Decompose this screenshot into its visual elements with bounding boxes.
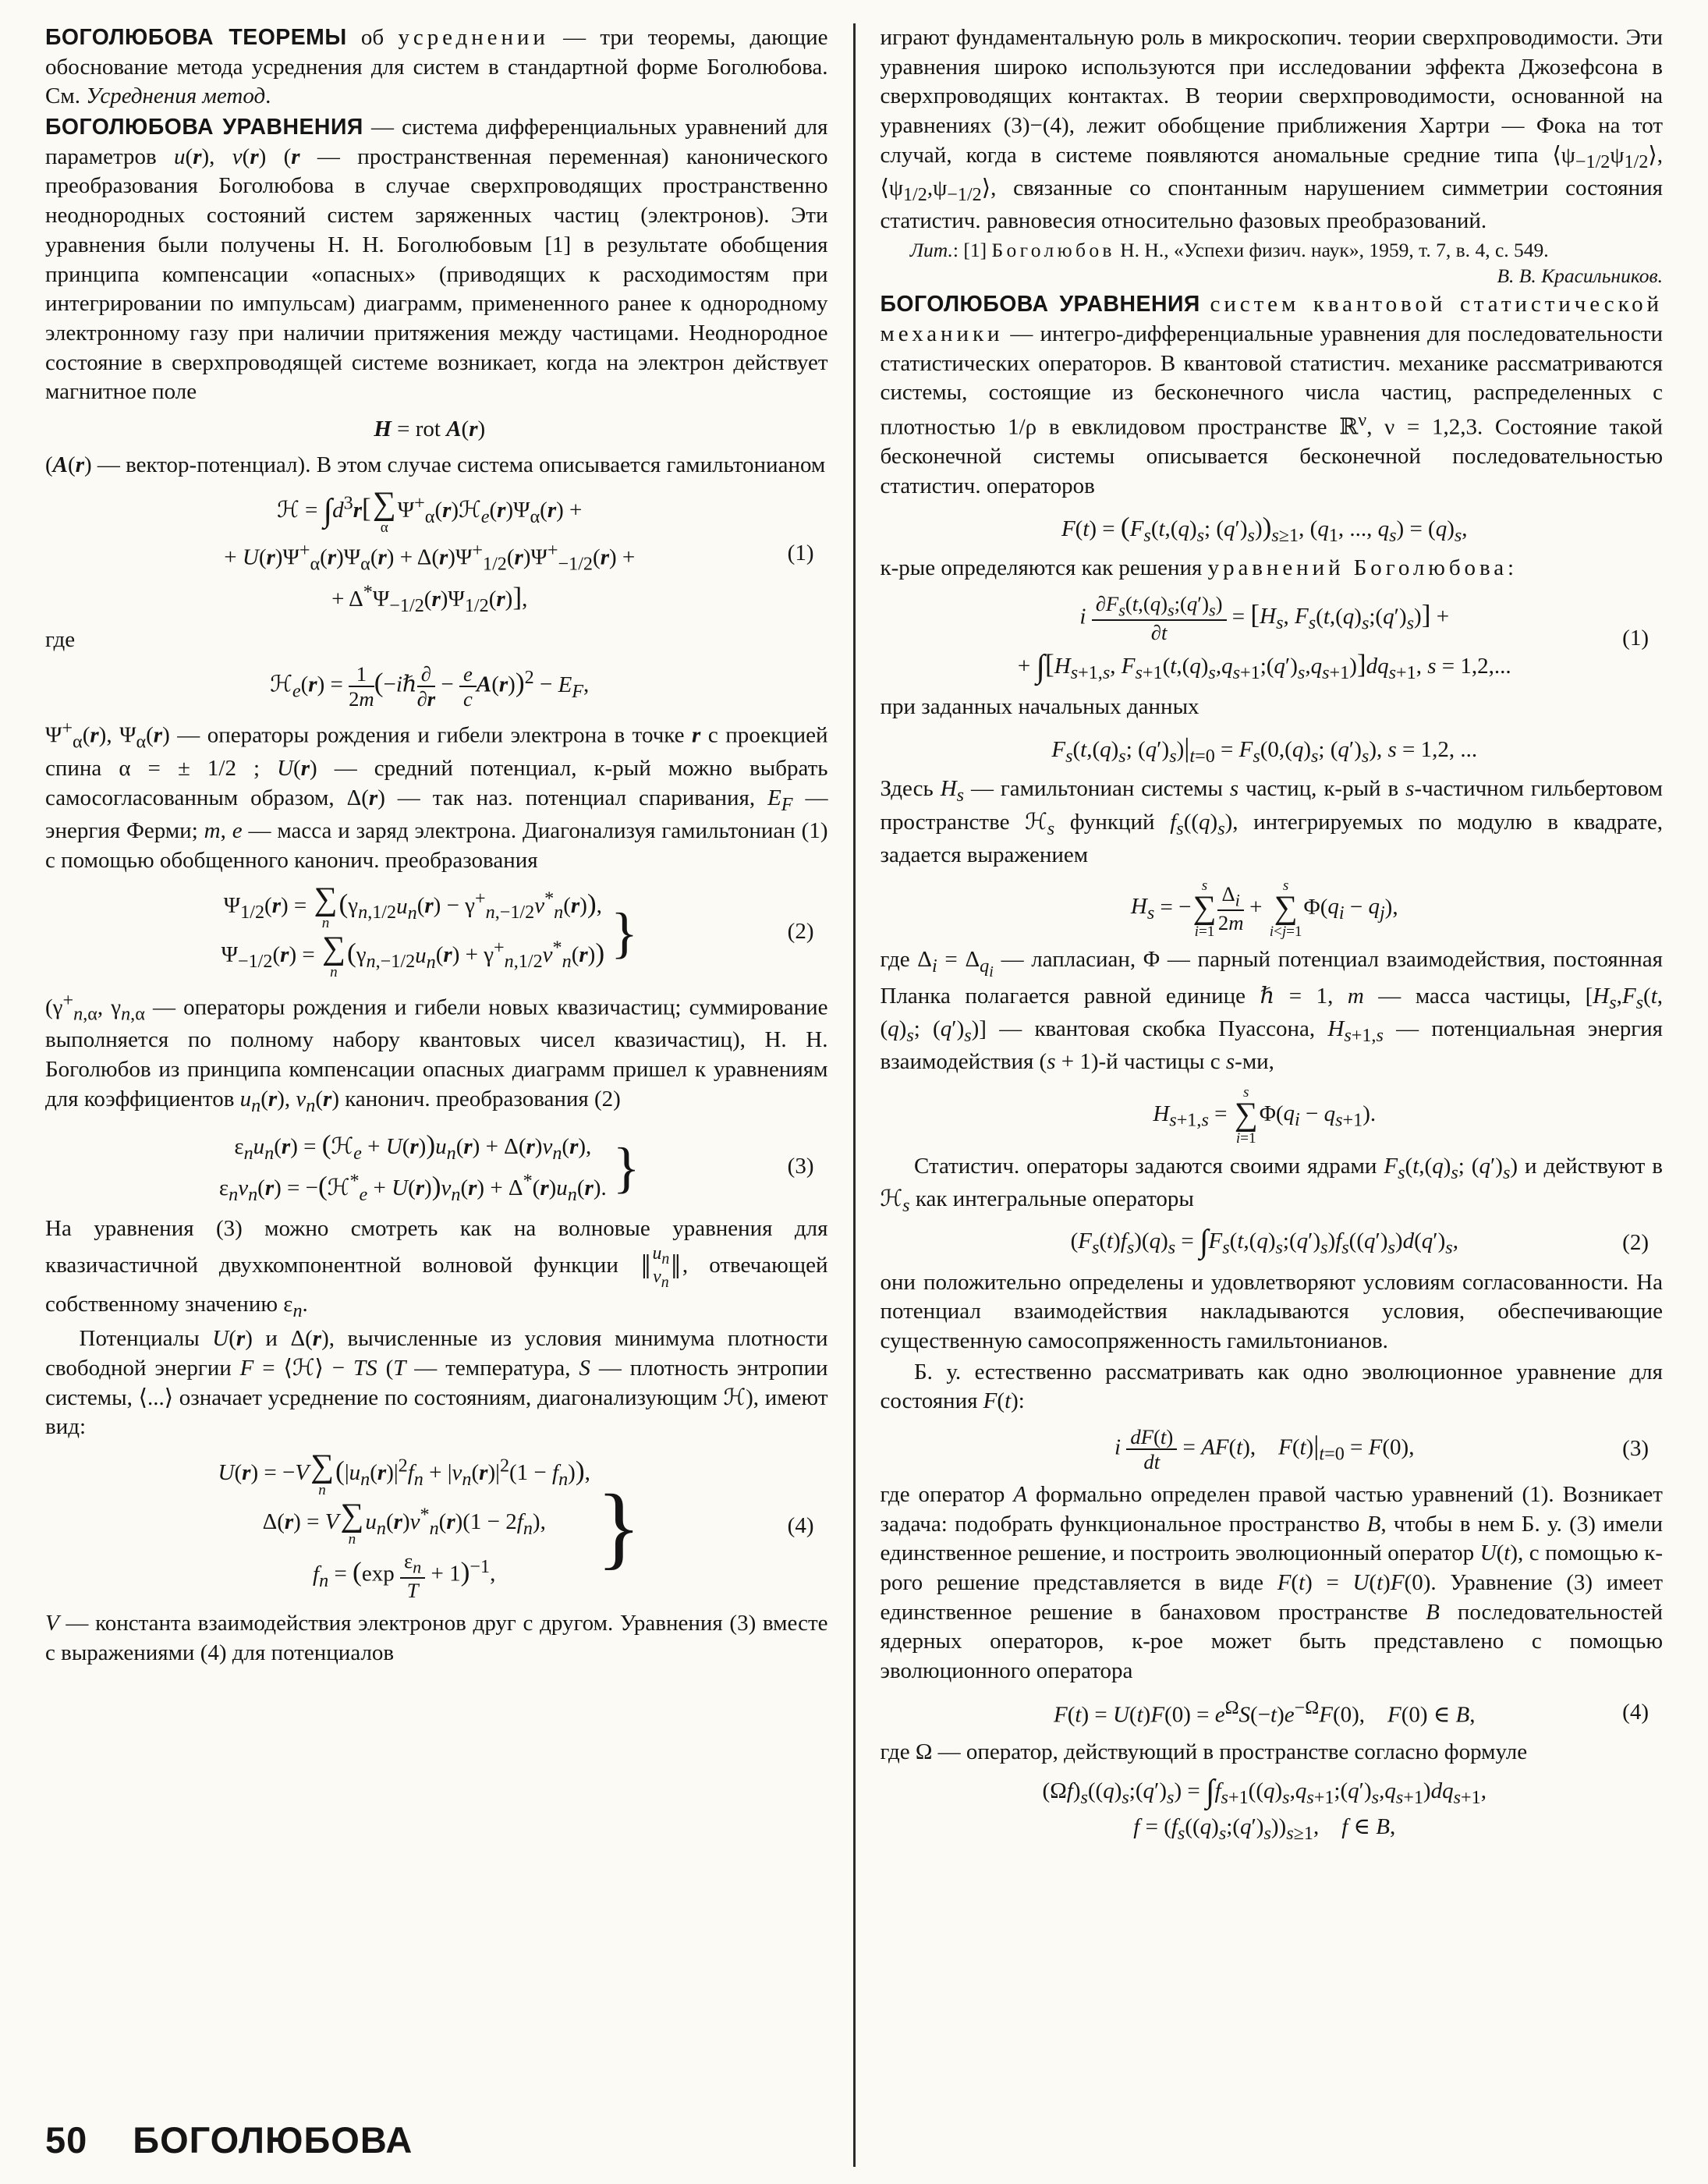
formula-hs1s <box>881 1085 1650 1146</box>
paragraph-potentials: Потенциалы U(r) и Δ(r), вычисленные из условия минимума плотности свободной энергии F = ⟨ℋ⟩ − TS (T — температура, S — плотность энтропии системы, ⟨...⟩ означает усреднение по состояниям, диагонализующим ℋ), имеют вид: <box>45 1326 828 1440</box>
equation-number: (2) <box>1622 1230 1649 1256</box>
column-divider <box>853 23 856 2167</box>
formula-evolution-3 <box>881 1424 1650 1474</box>
paragraph-statistical-operators: Статистич. операторы задаются своими ядрами $F_s(t,(q)_s$; $(q')_s$) и действуют в ℋ$_s$ как интегральные операторы <box>880 1153 1663 1216</box>
formula-eigen-equations-3 <box>45 1126 814 1208</box>
paragraph-gde: где <box>45 627 76 653</box>
formula-body: $(\Omega f)_s((q)_s;(q')_s)$ = $\int f_{s+1}((q)_s,q_{s+1};(q')_s,q_{s+1})dq_{s+1}$, $f = (f_s((q)_s;(q')_s))_{s\ge 1}$, f ∈ B, <box>1042 1773 1487 1844</box>
formula-body: $F_s(t,(q)_s$; $(q')_s)|_{t=0} = F_s(0,(q)_s$; $(q')_s$), s = 1,2, ... <box>1051 732 1478 767</box>
equation-number: (3) <box>787 1154 814 1179</box>
entry-bogolyubova-uravneniya-1: БОГОЛЮБОВА УРАВНЕНИЯ — система дифференциальных уравнений для параметров u(r), v(r) (r — пространственная переменная) канонического преобразования Боголюбова в случае сверхпроводящих пространственно неоднородных состояний систем заряженных частиц (электронов). Эти уравнения были получены Н. Н. Боголюбовым [1] в результате обобщения принципа компенсации «опасных» (приводящих к расходимостям при интегрировании по импульсам) диаграмм, примененного ранее к однородному электронному газу при наличии притяжения между частицами. Неоднородное состояние в сверхпроводящей системе возникает, когда на электрон действует магнитное поле <box>45 115 828 405</box>
running-head: БОГОЛЮБОВА <box>133 2118 413 2161</box>
formula-body: i $\frac{dF(t)}{dt}$ = AF(t), $F(t)|_{t=0} = F(0)$, <box>1114 1424 1415 1473</box>
right-column <box>881 23 1664 2167</box>
paragraph-evolution-equation: Б. у. естественно рассматривать как одно эволюционное уравнение для состояния F(t): <box>880 1359 1663 1414</box>
formula-he <box>45 663 814 710</box>
system-brace: } <box>596 1474 641 1578</box>
system-brace: } <box>611 900 638 964</box>
formula-body: H = rot A(r) <box>374 416 486 441</box>
formula-body: ℋ$_e$(r) = $\frac{1}{2m}$ (−iℏ $\frac{\partial}{\partial r}$ − $\frac{e}{c}$ $A(r))^2 - E_F$, <box>270 662 590 711</box>
paragraph-positivity: они положительно определены и удовлетворяют условиям согласованности. На потенциал взаимодействия накладываются условия, обеспечивающие существенную самосопряженность гамильтонианов. <box>880 1269 1663 1353</box>
formula-body: ℋ = $\int d^3r$[ ∑ α $\Psi^+_\alpha(r)ℋ_e(r)\Psi_\alpha(r)$ + + $U(r)\Psi^+_\alpha(r)\Psi_\alpha(r) + \Delta(r)\Psi^+_{1/2}(r)\Psi^+_{-1/2}(r)$ + + $\Delta^*\Psi_{-1/2}(r)\Psi_{1/2}(r)$], <box>224 486 636 617</box>
paragraph-vector-potential: (A(r) — вектор-потенциал). В этом случае система описывается гамильтонианом <box>45 452 826 477</box>
formula-hs <box>881 878 1650 939</box>
literature-reference <box>881 238 1664 289</box>
formula-initial-condition <box>881 730 1650 768</box>
paragraph-solutions: к-рые определяются как решения уравнений Боголюбова: <box>880 555 1515 580</box>
formula-solution-4 <box>881 1694 1650 1732</box>
formula-hamiltonian-1 <box>45 488 814 619</box>
formula-body: $F(t) = U(t)F(0) = e^\Omega S(-t)e^{-\Omega}F(0)$, F(0) ∈ B, <box>1053 1696 1476 1728</box>
paragraph-continuation: играют фундаментальную роль в микроскопич. теории сверхпроводимости. Эти уравнения широко используются при исследовании эффекта Джозефсона в сверхпроводящих контактах. В теории сверхпроводимости, основанной на уравнениях (3)−(4), лежит обобщение приближения Хартри — Фока на тот случай, когда в системе появляются аномальные средние типа $⟨\psi_{-1/2}\psi_{1/2}⟩$, $⟨\psi_{1/2},\psi_{-1/2}⟩$, связанные со спонтанным нарушением симметрии состояния статистич. равновесия относительно фазовых преобразований. <box>880 25 1663 234</box>
formula-integral-operator-2 <box>881 1225 1650 1261</box>
system-brace: } <box>612 1135 640 1199</box>
equation-number: (3) <box>1622 1436 1649 1462</box>
formula-canonical-transform-2 <box>45 883 814 981</box>
formula-body: $\varepsilon_nu_n(r)$ = (ℋ$_e$ + $U(r))u_n(r) + \Delta(r)v_n(r)$, $\varepsilon_nv_n(r)$ = −(ℋ*$_e$ + $U(r))v_n(r) + \Delta^*(r)u_n(r)$. <box>218 1128 607 1205</box>
paragraph-v-constant: V — константа взаимодействия электронов друг с другом. Уравнения (3) вместе с выражениями (4) для потенциалов <box>45 1611 828 1665</box>
formula-potentials-4 <box>45 1450 814 1603</box>
formula-body: $H_{s+1,s}$ = s ∑ i=1 $\Phi(q_i - q_{s+1})$. <box>1153 1083 1377 1147</box>
formula-omega-action <box>881 1775 1650 1847</box>
entry-bogolyubova-teoremy: БОГОЛЮБОВА ТЕОРЕМЫ об усреднении — три теоремы, дающие обоснование метода усреднения для систем в стандартной форме Боголюбова. См. Усреднения метод. <box>45 25 828 109</box>
equation-number: (4) <box>1622 1700 1649 1725</box>
formula-state-sequence <box>881 509 1650 548</box>
left-column <box>45 23 828 2167</box>
paragraph-hamiltonian-hs: Здесь $H_s$ — гамильтониан системы s частиц, к-рый в s-частичном гильбертовом пространстве ℋ$_s$ функций $f_s((q)_s)$, интегрируемых по модулю в квадрате, задается выражением <box>880 776 1663 867</box>
formula-body: $\Psi_{1/2}(r)$ = ∑ n $(\gamma_{n,1/2}u_n(r) - \gamma^+_{n,-1/2}v^*_n(r))$, $\Psi_{-1/2}(r)$ = ∑ n $(\gamma_{n,-1/2}u_n(r) + \gamma^+_{n,1/2}v^*_n(r))$ <box>221 881 605 981</box>
formula-bogolyubov-hierarchy-1 <box>881 591 1650 687</box>
formula-body: $H_s$ = − s ∑ i=1 $\frac{\Delta_i}{2m}$ + s ∑ i<j=1 $\Phi(q_i - q_j)$, <box>1130 877 1398 940</box>
lit-text: Лит.: [1] Боголюбов Н. Н., «Успехи физич. наук», 1959, т. 7, в. 4, с. 549. <box>909 238 1549 261</box>
paragraph-operator-a: где оператор A формально определен правой частью уравнений (1). Возникает задача: подобрать функциональное пространство B, чтобы в нем Б. у. (3) имели единственное решение, и построить эволюционный оператор U(t), с помощью к-рого решение представляется в виде F(t) = U(t)F(0). Уравнение (3) имеет единственное решение в банаховом пространстве B последовательностей ядерных операторов, к-рое может быть представлено с помощью эволюционного оператора <box>880 1481 1663 1684</box>
page-footer <box>45 2096 828 2167</box>
equation-number: (2) <box>787 919 814 945</box>
formula-body: U(r) = −V ∑ n $(|u_n(r)|^2f_n + |v_n(r)|^2(1 - f_n))$, Δ(r) = V ∑ n $u_n(r)v^*_n(r)(1 - 2f_n)$, $f_n = (\exp$ $\frac{\varepsilon_n}{T}$ + 1)$^{-1}$, <box>218 1448 590 1602</box>
paragraph-initial-data: при заданных начальных данных <box>880 694 1199 720</box>
formula-body: $F(t) = (F_s(t,(q)_s$; $(q')_s))_{s\ge 1}$, ($q_1$, ..., $q_s) = (q)_s$, <box>1061 510 1468 546</box>
paragraph-gamma-operators: ($\gamma^+_{n,\alpha}$, $\gamma_{n,\alpha}$ — операторы рождения и гибели новых квазичастиц; суммирование выполняется по полному набору квантовых чисел квазичастиц), Н. Н. Боголюбов из принципа компенсации опасных диаграмм пришел к уравнениям для коэффициентов $u_n(r)$, $v_n(r)$ канонич. преобразования (2) <box>45 989 828 1116</box>
formula-body: i $\frac{\partial F_s(t,(q)_s;(q')_s)}{\partial t}$ = [$H_s$, $F_s(t,(q)_s;(q')_s)$] + + $\int[H_{s+1,s}$, $F_{s+1}(t,(q)_s,q_{s+1};(q')_s,q_{s+1})]dq_{s+1}$, s = 1,2,... <box>1017 591 1511 686</box>
author-signature: В. В. Красильников. <box>1497 264 1663 287</box>
formula-body: $(F_s(t)f_s)(q)_s$ = $\int F_s(t,(q)_s;(q')_s)f_s((q')_s)d(q')_s$, <box>1070 1224 1458 1260</box>
entry-bogolyubova-uravneniya-2: БОГОЛЮБОВА УРАВНЕНИЯ систем квантовой статистической механики — интегро-дифференциальные уравнения для последовательности статистических операторов. В квантовой статистич. механике рассматриваются системы, состоящие из бесконечного числа частиц, распределенных с плотностью 1/ρ в евклидовом пространстве ℝ$^\nu$, ν = 1,2,3. Состояние такой бесконечной системы описывается бесконечной последовательностью статистич. операторов <box>880 292 1663 498</box>
paragraph-wave-equations: На уравнения (3) можно смотреть как на волновые уравнения для квазичастичной двухкомпонентной волновой функции ‖ $u_n$ $v_n$ ‖ , отвечающей собственному значению $\varepsilon_n$. <box>45 1216 828 1321</box>
paragraph-laplacian: где $\Delta_i = \Delta_{q_i}$ — лапласиан, Φ — парный потенциал взаимодействия, постоянная Планка полагается равной единице ℏ = 1, m — масса частицы, [$H_s,F_s(t,(q)_s$; $(q')_s$)] — квантовая скобка Пуассона, $H_{s+1,s}$ — потенциальная энергия взаимодействия (s + 1)-й частицы с s-ми, <box>880 946 1664 1074</box>
equation-number: (1) <box>1622 626 1649 651</box>
paragraph-psi-operators: $\Psi^+_\alpha(r)$, $\Psi_\alpha(r)$ — операторы рождения и гибели электрона в точке r с проекцией спина α = ± 1/2 ; U(r) — средний потенциал, к-рый можно выбрать самосогласованным образом, Δ(r) — так наз. потенциал спаривания, $E_F$ — энергия Ферми; m, e — масса и заряд электрона. Диагонализуя гамильтониан (1) с помощью обобщенного канонич. преобразования <box>45 718 828 873</box>
formula-h-rot-a <box>45 415 814 445</box>
paragraph-omega-operator: где Ω — оператор, действующий в пространстве согласно формуле <box>880 1739 1528 1765</box>
equation-number: (4) <box>787 1513 814 1539</box>
equation-number: (1) <box>787 541 814 566</box>
page-number: 50 <box>45 2118 88 2161</box>
